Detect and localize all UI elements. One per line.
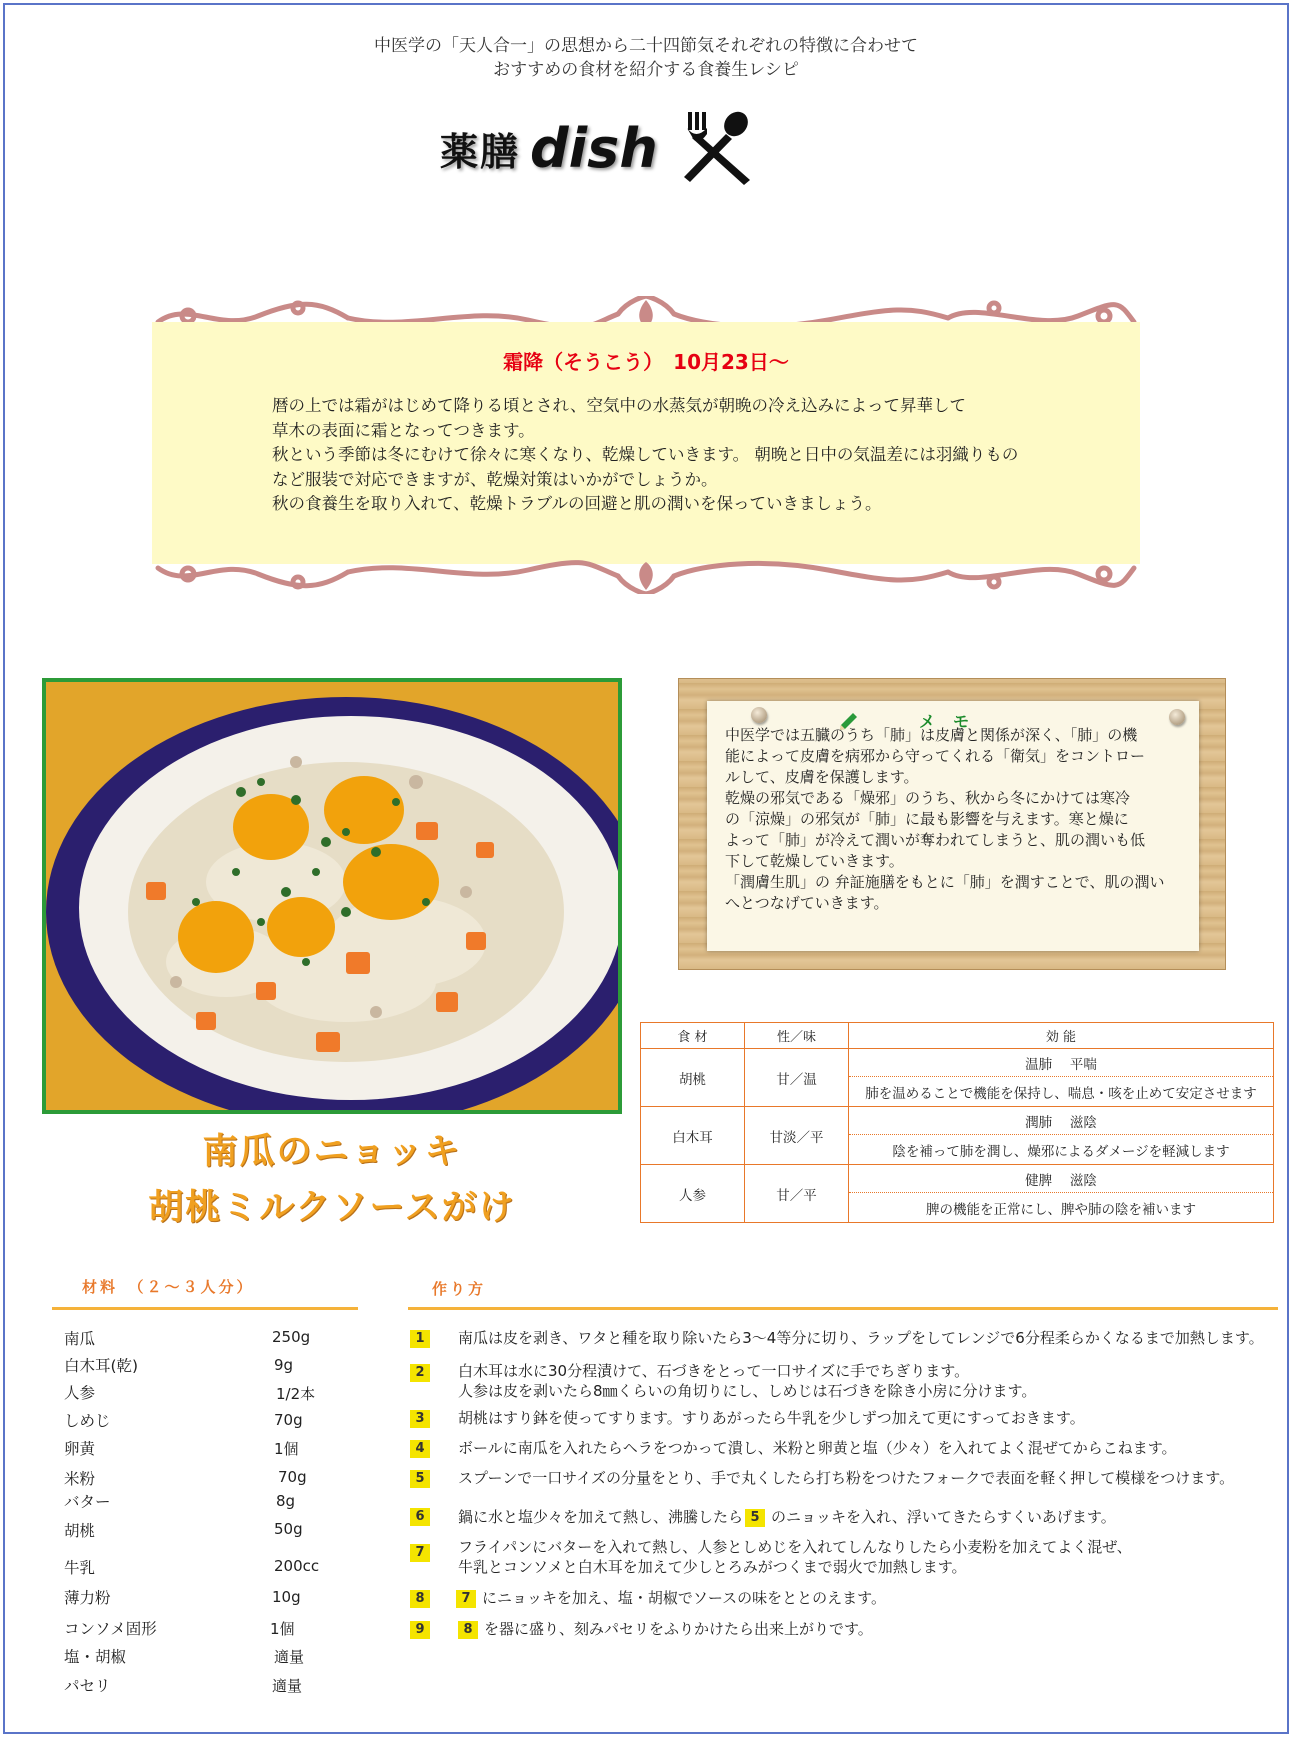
season-text — [272, 394, 1092, 517]
step-text: 胡桃はすり鉢を使ってすります。すりあがったら牛乳を少しずつ加えて更にすっておきます。 — [458, 1409, 1085, 1427]
step-number-badge: 1 — [410, 1330, 430, 1348]
step-text — [456, 1619, 873, 1639]
step-text-pre: 鍋に水と塩少々を加えて熱し、沸騰したら — [458, 1508, 744, 1526]
dish-photo — [42, 678, 622, 1114]
ingredient-name: 南瓜 — [64, 1330, 96, 1348]
step-text: 南瓜は皮を剥き、ワタと種を取り除いたら3～4等分に切り、ラップをしてレンジで6分程柔らかくなるまで加熱します。 — [458, 1329, 1264, 1347]
step-text — [454, 1588, 886, 1608]
ingredient-qty: 10g — [272, 1588, 301, 1606]
cell-food: 白木耳 — [641, 1107, 745, 1165]
logo-en: dish — [530, 116, 658, 180]
dish-name — [42, 1124, 622, 1236]
ingredient-qty: 70g — [278, 1468, 307, 1486]
memo-line: へとつなげていきます。 — [725, 894, 889, 912]
ingredient-qty: 適量 — [272, 1677, 303, 1695]
step-text-line: 人参は皮を剥いたら8㎜くらいの角切りにし、しめじは石づきを除き小房に分けます。 — [458, 1382, 1037, 1400]
ingredient-qty: 50g — [274, 1520, 303, 1538]
memo-text — [725, 725, 1165, 914]
step-ref-badge: 8 — [458, 1621, 478, 1639]
dish-illustration — [46, 682, 618, 1110]
fork-spoon-icon — [678, 110, 758, 186]
season-line: 秋の食養生を取り入れて、乾燥トラブルの回避と肌の潤いを保っていきましょう。 — [272, 494, 882, 513]
season-line: 秋という季節は冬にむけて徐々に寒くなり、乾燥していきます。 朝晩と日中の気温差には羽織りもの — [272, 445, 1019, 464]
cell-effect: 温肺 平喘 — [849, 1049, 1274, 1077]
ingredient-name: しめじ — [64, 1412, 111, 1430]
step-number-badge: 6 — [410, 1508, 430, 1526]
ingredient-name: 米粉 — [64, 1470, 96, 1488]
ingredient-name: 卵黄 — [64, 1440, 96, 1458]
table-row — [641, 1049, 1274, 1077]
ingredient-qty: 1個 — [274, 1440, 299, 1458]
dish-name-line-2: 胡桃ミルクソースがけ — [148, 1188, 516, 1228]
cell-desc: 脾の機能を正常にし、脾や肺の陰を補います — [849, 1193, 1274, 1223]
cell-food: 胡桃 — [641, 1049, 745, 1107]
memo-title: メモ — [918, 712, 987, 731]
cell-nature: 甘／温 — [745, 1049, 849, 1107]
cell-nature: 甘／平 — [745, 1165, 849, 1223]
ingredient-name: 人参 — [64, 1384, 96, 1402]
step-ref-badge: 7 — [456, 1590, 476, 1608]
memo-line: の「涼燥」の邪気が「肺」に最も影響を与えます。寒と燥に — [725, 810, 1129, 828]
intro-line-2: おすすめの食材を紹介する食養生レシピ — [493, 60, 799, 80]
ingredient-qty: 200cc — [274, 1557, 320, 1575]
cell-desc: 陰を補って肺を潤し、燥邪によるダメージを軽減します — [849, 1135, 1274, 1165]
header-food: 食 材 — [641, 1023, 745, 1049]
step-number-badge: 9 — [410, 1621, 430, 1639]
cell-effect: 潤肺 滋陰 — [849, 1107, 1274, 1135]
season-line: 草木の表面に霜となってつきます。 — [272, 420, 535, 440]
season-ornament-bottom — [148, 554, 1144, 594]
dish-name-line-1: 南瓜のニョッキ — [202, 1132, 462, 1172]
cell-desc: 肺を温めることで機能を保持し、喘息・咳を止めて安定させます — [849, 1077, 1274, 1107]
step-number-badge: 2 — [410, 1364, 430, 1382]
step-number-badge: 8 — [410, 1590, 430, 1608]
ingredient-name: コンソメ固形 — [64, 1620, 157, 1638]
ingredient-name: 塩・胡椒 — [64, 1648, 127, 1666]
step-text: スプーンで一口サイズの分量をとり、手で丸くしたら打ち粉をつけたフォークで表面を軽く押して模様をつけます。 — [458, 1469, 1235, 1487]
step-number-badge: 4 — [410, 1440, 430, 1458]
ingredient-name: パセリ — [64, 1677, 111, 1695]
memo-board — [678, 678, 1226, 970]
ingredient-name: 牛乳 — [64, 1559, 96, 1577]
memo-line: 下して乾燥していきます。 — [725, 852, 904, 870]
memo-line: 中医学では五臓のうち「肺」は皮膚と関係が深く、「肺」の機 — [725, 726, 1138, 744]
intro-text — [0, 34, 1292, 82]
ingredient-name: バター — [64, 1493, 111, 1511]
ingredients-heading: 材料 （２～３人分） — [82, 1278, 255, 1296]
step-text-line: フライパンにバターを入れて熱し、人参としめじを入れてしんなりしたら小麦粉を加えてよく混ぜ、 — [458, 1538, 1132, 1556]
step-text: ボールに南瓜を入れたらヘラをつかって潰し、米粉と卵黄と塩（少々）を入れてよく混ぜてからこねます。 — [458, 1439, 1177, 1457]
ingredient-qty: 8g — [276, 1492, 296, 1510]
efficacy-table — [640, 1022, 1274, 1223]
cell-nature: 甘淡／平 — [745, 1107, 849, 1165]
step-number-badge: 7 — [410, 1544, 430, 1562]
memo-line: ルして、皮膚を保護します。 — [725, 768, 919, 786]
step-text-post: にニョッキを加え、塩・胡椒でソースの味をととのえます。 — [482, 1589, 886, 1607]
ingredient-qty: 9g — [274, 1356, 294, 1374]
season-box — [148, 296, 1144, 594]
cell-food: 人参 — [641, 1165, 745, 1223]
step-text — [458, 1361, 1036, 1401]
step-text-post: のニョッキを入れ、浮いてきたらすくいあげます。 — [771, 1508, 1116, 1526]
steps-heading: 作り方 — [432, 1280, 487, 1298]
step-ref-badge: 5 — [745, 1509, 765, 1527]
intro-line-1: 中医学の「天人合一」の思想から二十四節気それぞれの特徴に合わせて — [374, 36, 918, 56]
table-row — [641, 1165, 1274, 1193]
ingredient-qty: 70g — [274, 1411, 303, 1429]
ingredient-name: 胡桃 — [64, 1522, 96, 1540]
logo — [440, 108, 758, 188]
efficacy-header-row — [641, 1023, 1274, 1049]
step-text-post: を器に盛り、刻みパセリをふりかけたら出来上がりです。 — [484, 1620, 873, 1638]
logo-jp: 薬膳 — [440, 129, 521, 174]
header-effect: 効 能 — [849, 1023, 1274, 1049]
step-text — [458, 1537, 1132, 1577]
step-text-line: 牛乳とコンソメと白木耳を加えて少しとろみがつくまで弱火で加熱します。 — [458, 1558, 967, 1576]
ingredient-name: 薄力粉 — [64, 1589, 111, 1607]
memo-line: よって「肺」が冷えて潤いが奪われてしまうと、肌の潤いも低 — [725, 831, 1146, 849]
season-title: 霜降（そうこう） 10月23日～ — [503, 350, 789, 374]
ingredient-name: 白木耳(乾) — [64, 1357, 139, 1375]
step-number-badge: 3 — [410, 1410, 430, 1428]
season-line: など服装で対応できますが、乾燥対策はいかがでしょうか。 — [272, 469, 718, 489]
memo-line: 乾燥の邪気である「燥邪」のうち、秋から冬にかけては寒冷 — [725, 789, 1131, 807]
season-line: 暦の上では霜がはじめて降りる頃とされ、空気中の水蒸気が朝晩の冷え込みによって昇華して — [272, 396, 966, 415]
memo-line: 「潤膚生肌」の 弁証施膳をもとに「肺」を潤すことで、肌の潤い — [725, 873, 1165, 891]
ingredient-qty: 250g — [272, 1328, 311, 1346]
ingredient-qty: 適量 — [274, 1648, 305, 1666]
steps-rule — [408, 1307, 1278, 1310]
step-number-badge: 5 — [410, 1470, 430, 1488]
step-text — [458, 1507, 1116, 1527]
memo-line: 能によって皮膚を病邪から守ってくれる「衛気」をコントロー — [725, 747, 1146, 765]
ingredient-qty: 1/2本 — [276, 1385, 316, 1403]
cell-effect: 健脾 滋陰 — [849, 1165, 1274, 1193]
table-row — [641, 1107, 1274, 1135]
header-nature: 性／味 — [745, 1023, 849, 1049]
ingredient-qty: 1個 — [270, 1620, 295, 1638]
step-text-line: 白木耳は水に30分程漬けて、石づきをとって一口サイズに手でちぎります。 — [458, 1362, 970, 1380]
ingredients-rule — [52, 1307, 358, 1310]
